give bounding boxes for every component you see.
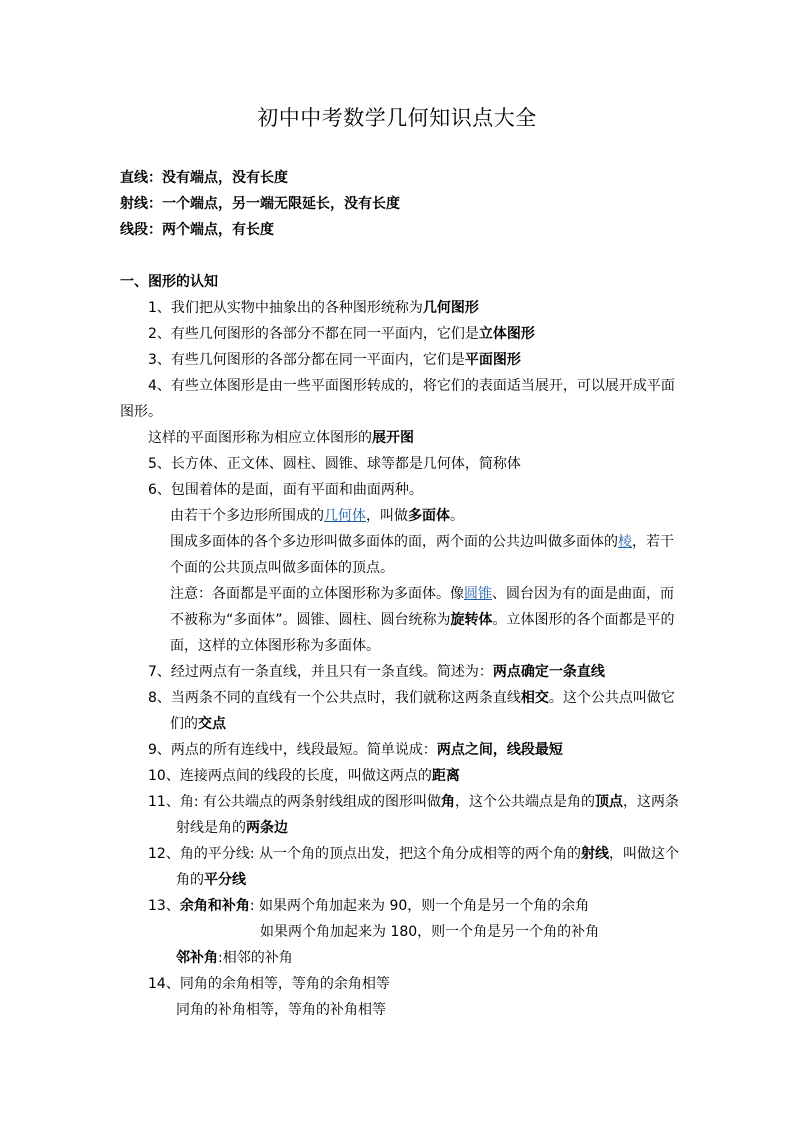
item-text: 11、角: 有公共端点的两条射线组成的图形叫做 xyxy=(148,794,441,810)
item-text: 10、连接两点间的线段的长度，叫做这两点的 xyxy=(148,768,432,784)
item-text: ，这个公共端点是角的 xyxy=(454,794,595,810)
item-text: 3、有些几何图形的各部分都在同一平面内，它们是 xyxy=(148,352,465,368)
item-text: 、圆台因为有的面是曲面，而 xyxy=(492,586,674,602)
item-keyword: 平分线 xyxy=(204,872,246,888)
list-item xyxy=(148,896,589,916)
definition-desc: 没有端点，没有长度 xyxy=(162,170,288,186)
item-text: :相邻的补角 xyxy=(218,950,293,966)
item-keyword: 交点 xyxy=(198,716,226,732)
item-text: 9、两点的所有连线中，线段最短。简单说成： xyxy=(148,742,437,758)
list-item xyxy=(148,350,521,370)
section-heading: 一、图形的认知 xyxy=(120,274,218,290)
list-item xyxy=(148,792,679,812)
list-item-continuation: 图形。 xyxy=(120,404,162,420)
list-item xyxy=(148,298,479,318)
list-item: 4、有些立体图形是由一些平面图形转成的，将它们的表面适当展开，可以展开成平面 xyxy=(148,378,675,394)
definition-line xyxy=(120,168,288,188)
edge-link[interactable]: 棱 xyxy=(618,534,632,550)
item-text: ，这两条 xyxy=(622,794,679,810)
item-text: 1、我们把从实物中抽象出的各种图形统称为 xyxy=(148,300,423,316)
definition-term: 线段： xyxy=(120,222,162,238)
cone-link[interactable]: 圆锥 xyxy=(464,586,492,602)
item-text: 。立体图形的各个面都是平的 xyxy=(492,612,675,628)
item-text: 12、角的平分线: 从一个角的顶点出发，把这个角分成相等的两个角的 xyxy=(148,846,581,862)
item-text: 们的 xyxy=(170,716,198,732)
definition-desc: 两个端点，有长度 xyxy=(162,222,274,238)
list-item: 6、包围着体的是面，面有平面和曲面两种。 xyxy=(148,482,423,498)
item-text: 围成多面体的各个多边形叫做多面体的面，两个面的公共边叫做多面体的 xyxy=(170,534,618,550)
item-keyword: 距离 xyxy=(431,768,460,784)
definition-line xyxy=(120,220,274,240)
item-keyword: 两点之间，线段最短 xyxy=(436,742,563,758)
item-keyword: 顶点 xyxy=(594,794,623,810)
list-item: 5、长方体、正文体、圆柱、圆锥、球等都是几何体，简称体 xyxy=(148,456,521,472)
definition-line xyxy=(120,194,400,214)
item-text: 射线是角的 xyxy=(176,820,246,836)
item-text: 角的 xyxy=(176,872,204,888)
item-text: 。 xyxy=(450,508,464,524)
sub-paragraph xyxy=(170,506,464,526)
definition-desc: 一个端点，另一端无限延长，没有长度 xyxy=(162,196,400,212)
definition-term: 射线： xyxy=(120,196,162,212)
note-paragraph: 面，这样的立体图形称为多面体。 xyxy=(170,638,380,654)
definition-term: 直线： xyxy=(120,170,162,186)
item-text: ，叫做这个 xyxy=(608,846,679,862)
sub-paragraph: 个面的公共顶点叫做多面体的顶点。 xyxy=(170,560,394,576)
geometry-body-link[interactable]: 几何体 xyxy=(324,508,366,524)
item-keyword: 两点确定一条直线 xyxy=(492,664,605,680)
list-item-continuation xyxy=(176,948,293,968)
item-text: 注意：各面都是平面的立体图形称为多面体。像 xyxy=(170,586,464,602)
list-item xyxy=(148,740,563,760)
item-text: : 如果两个角加起来为 90，则一个角是另一个角的余角 xyxy=(249,898,590,914)
list-item xyxy=(148,324,535,344)
list-item xyxy=(148,688,675,708)
list-item xyxy=(148,844,679,864)
sub-paragraph xyxy=(170,532,674,552)
list-item: 14、同角的余角相等，等角的余角相等 xyxy=(148,976,390,992)
list-item-continuation xyxy=(176,870,246,890)
list-item-continuation xyxy=(148,428,414,448)
item-keyword: 平面图形 xyxy=(464,352,521,368)
list-item-continuation: 如果两个角加起来为 180，则一个角是另一个角的补角 xyxy=(260,924,600,940)
note-paragraph xyxy=(170,610,675,630)
item-text: 这样的平面图形称为相应立体图形的 xyxy=(148,430,372,446)
item-keyword: 射线 xyxy=(580,846,609,862)
item-text: ，叫做 xyxy=(366,508,408,524)
item-keyword: 邻补角 xyxy=(176,950,218,966)
item-text: 不被称为“多面体”。圆锥、圆柱、圆台统称为 xyxy=(170,612,451,628)
item-text: 7、经过两点有一条直线，并且只有一条直线。简述为： xyxy=(148,664,493,680)
item-keyword: 旋转体 xyxy=(450,612,493,628)
item-keyword: 余角和补角 xyxy=(179,898,250,914)
item-keyword: 角 xyxy=(440,794,455,810)
page-title: 初中中考数学几何知识点大全 xyxy=(257,106,537,130)
item-keyword: 立体图形 xyxy=(478,326,535,342)
item-text: 。这个公共点叫做它 xyxy=(548,690,675,706)
note-paragraph xyxy=(170,584,674,604)
list-item-continuation xyxy=(176,818,288,838)
item-text: 由若干个多边形所围成的 xyxy=(170,508,324,524)
item-keyword: 展开图 xyxy=(372,430,414,446)
item-text: ，若干 xyxy=(632,534,674,550)
list-item xyxy=(148,662,605,682)
item-text: 2、有些几何图形的各部分不都在同一平面内，它们是 xyxy=(148,326,479,342)
item-text: 13、 xyxy=(148,898,180,914)
item-keyword: 多面体 xyxy=(408,508,450,524)
list-item-continuation: 同角的补角相等，等角的补角相等 xyxy=(176,1002,386,1018)
item-text: 8、当两条不同的直线有一个公共点时，我们就称这两条直线 xyxy=(148,690,521,706)
item-keyword: 相交 xyxy=(520,690,549,706)
item-keyword: 几何图形 xyxy=(422,300,479,316)
item-keyword: 两条边 xyxy=(246,820,288,836)
list-item-continuation xyxy=(170,714,226,734)
list-item xyxy=(148,766,460,786)
